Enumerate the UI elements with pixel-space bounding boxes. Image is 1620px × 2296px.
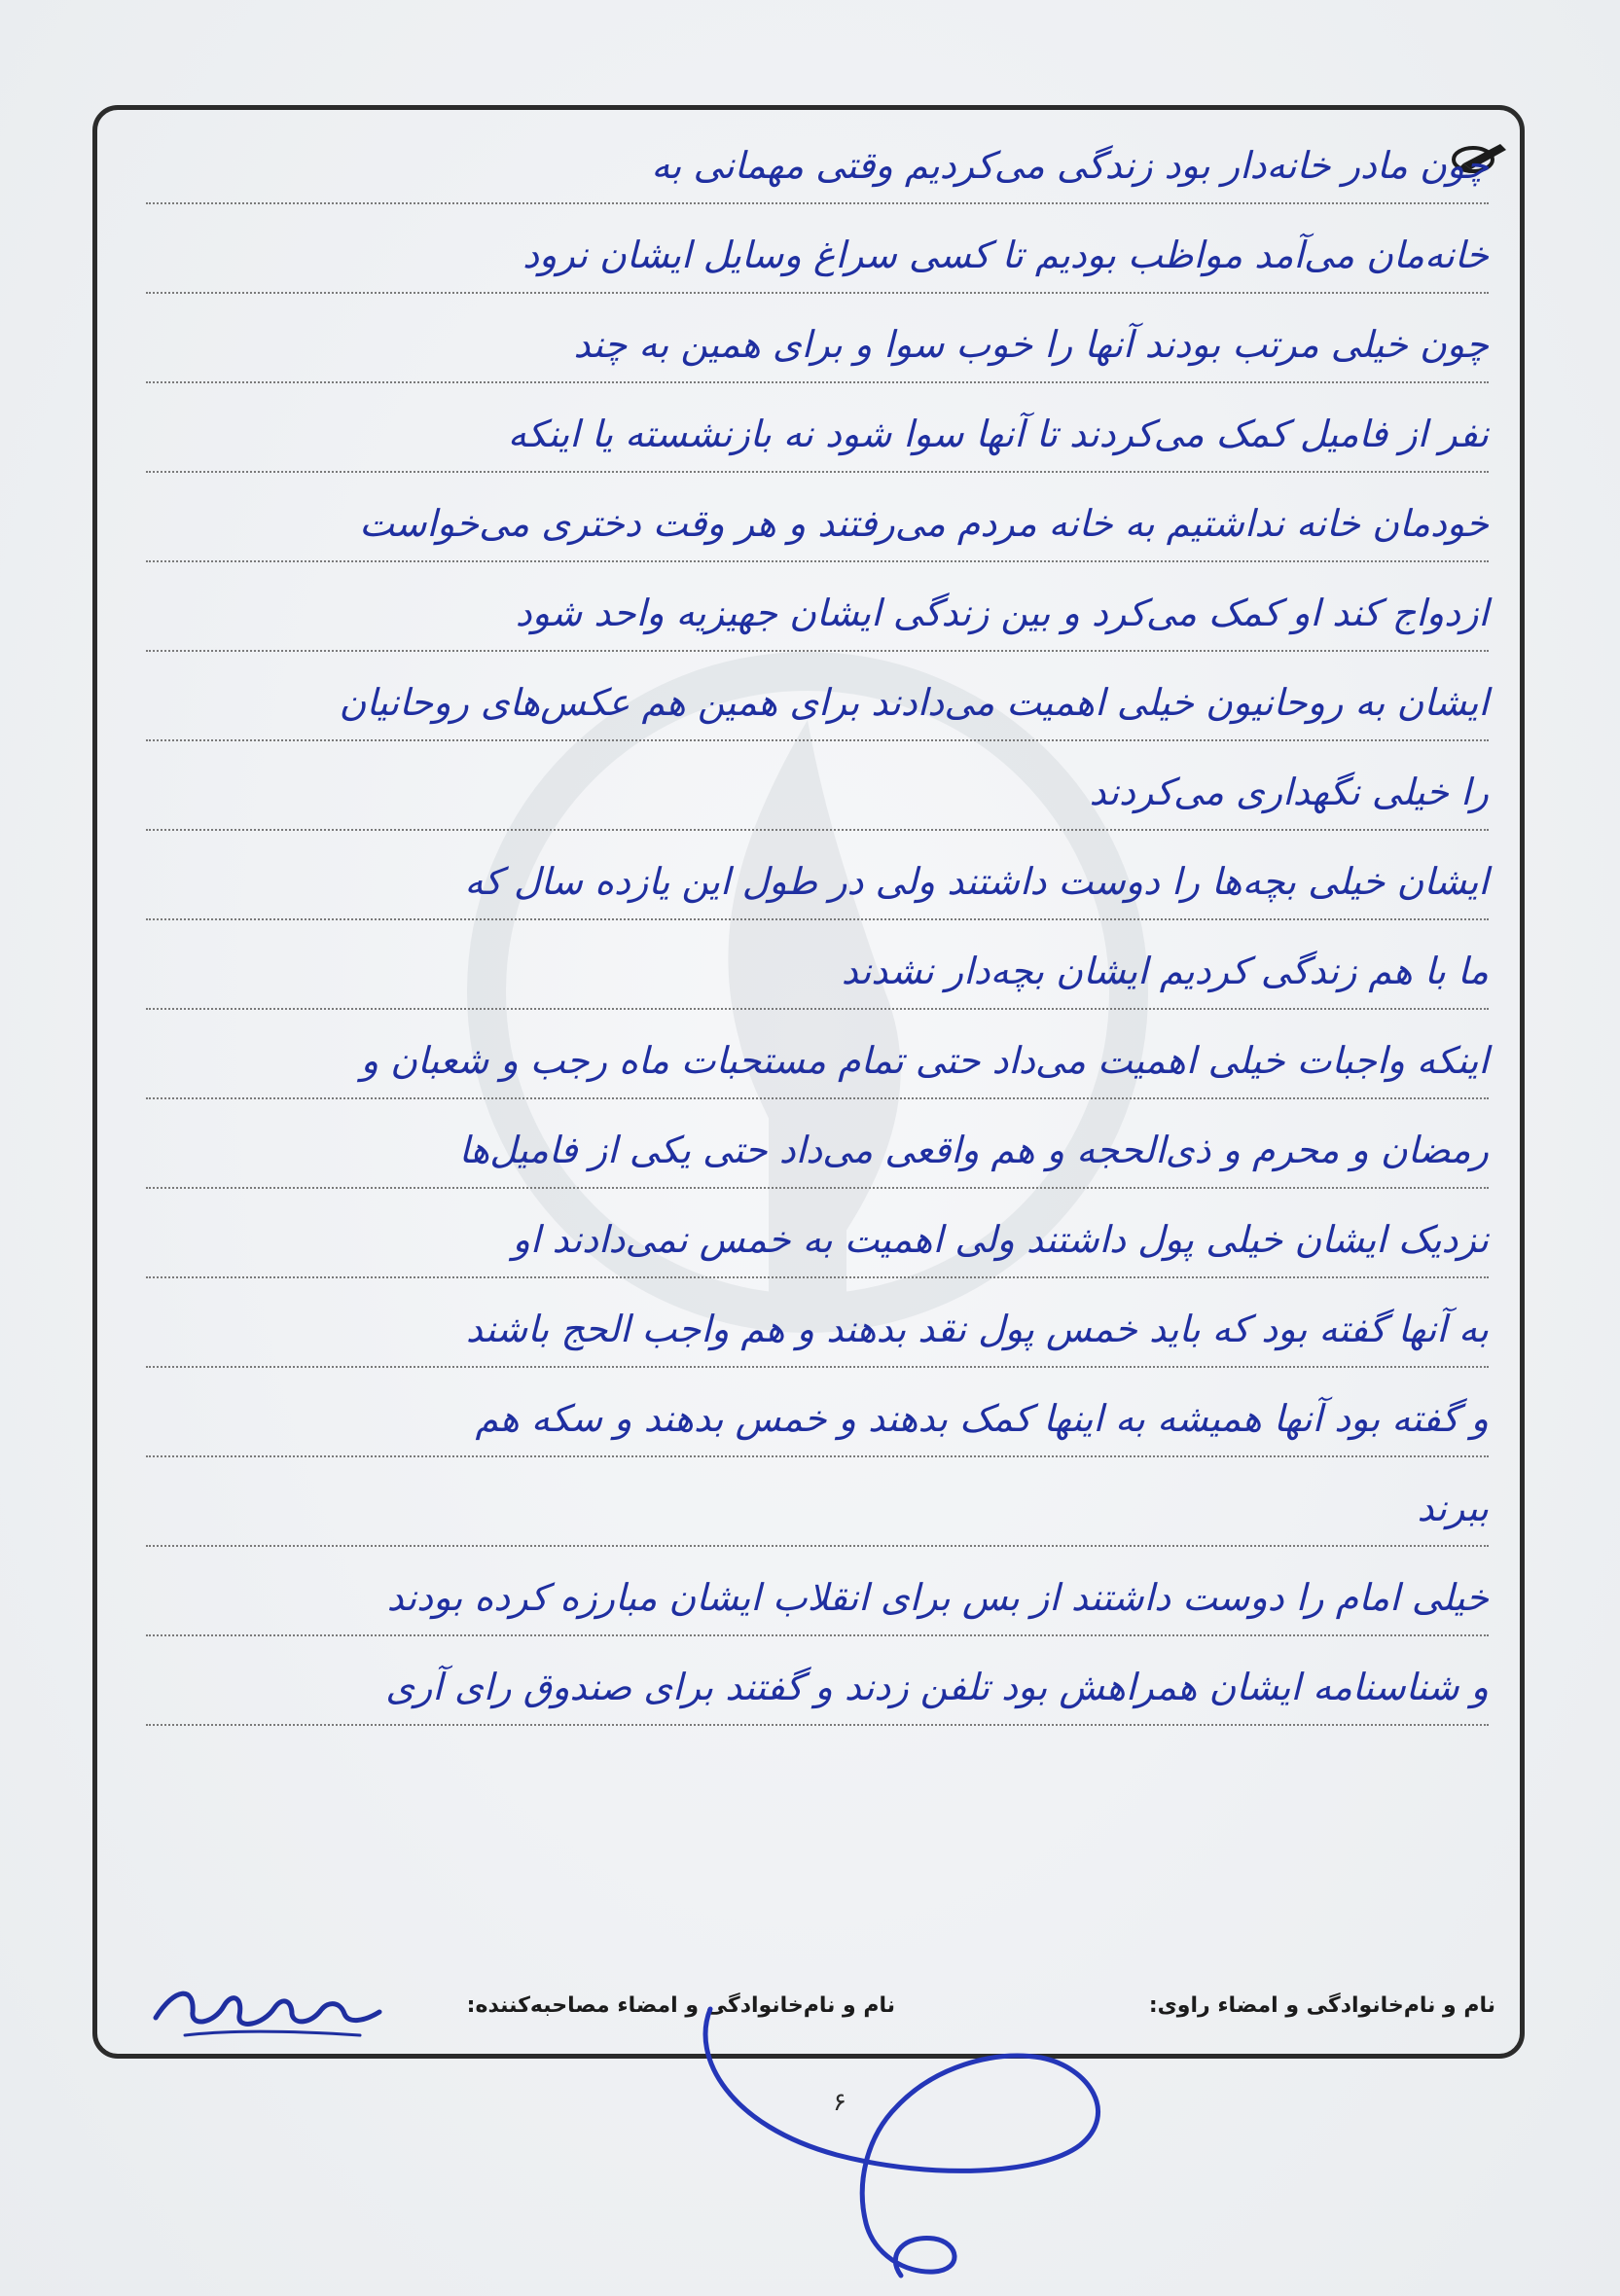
text-line: ما با هم زندگی کردیم ایشان بچه‌دار نشدند — [146, 920, 1489, 1010]
text-line: ببرند — [146, 1457, 1489, 1547]
text-line: نفر از فامیل کمک می‌کردند تا آنها سوا شود نه بازنشسته یا اینکه — [146, 383, 1489, 473]
text-line: خودمان خانه نداشتیم به خانه مردم می‌رفتند و هر وقت دختری می‌خواست — [146, 473, 1489, 562]
text-line: ایشان به روحانیون خیلی اهمیت می‌دادند برای همین هم عکس‌های روحانیان — [146, 652, 1489, 741]
text-line: نزدیک ایشان خیلی پول داشتند ولی اهمیت به خمس نمی‌دادند او — [146, 1189, 1489, 1278]
text-line: اینکه واجبات خیلی اهمیت می‌داد حتی تمام مستحبات ماه رجب و شعبان و — [146, 1010, 1489, 1099]
text-line: رمضان و محرم و ذی‌الحجه و هم واقعی می‌داد حتی یکی از فامیل‌ها — [146, 1099, 1489, 1189]
text-line: به آنها گفته بود که باید خمس پول نقد بدهند و هم واجب الحج باشند — [146, 1278, 1489, 1368]
text-line: خانه‌مان می‌آمد مواظب بودیم تا کسی سراغ وسایل ایشان نرود — [146, 204, 1489, 294]
narrator-signature-label: نام و نام‌خانوادگی و امضاء راوی: — [1148, 1993, 1495, 2018]
interviewer-signature — [671, 1999, 1138, 2291]
text-line: و گفته بود آنها همیشه به اینها کمک بدهند و خمس بدهند و سکه هم — [146, 1368, 1489, 1457]
text-line: خیلی امام را دوست داشتند از بس برای انقلاب ایشان مبارزه کرده بودند — [146, 1547, 1489, 1636]
page-number: ۶ — [833, 2088, 846, 2117]
interviewer-signature-label: نام و نام‌خانوادگی و امضاء مصاحبه‌کننده: — [466, 1993, 895, 2018]
text-line: ازدواج کند او کمک می‌کرد و بین زندگی ایشان جهیزیه واحد شود — [146, 562, 1489, 652]
narrator-signature — [146, 1967, 399, 2045]
text-line: چون مادر خانه‌دار بود زندگی می‌کردیم وقتی مهمانی به — [146, 115, 1489, 204]
text-line: ایشان خیلی بچه‌ها را دوست داشتند ولی در طول این یازده سال که — [146, 831, 1489, 920]
text-line: را خیلی نگهداری می‌کردند — [146, 741, 1489, 831]
text-line: و شناسنامه ایشان همراهش بود تلفن زدند و گفتند برای صندوق رای آری — [146, 1636, 1489, 1726]
text-line: چون خیلی مرتب بودند آنها را خوب سوا و برای همین به چند — [146, 294, 1489, 383]
